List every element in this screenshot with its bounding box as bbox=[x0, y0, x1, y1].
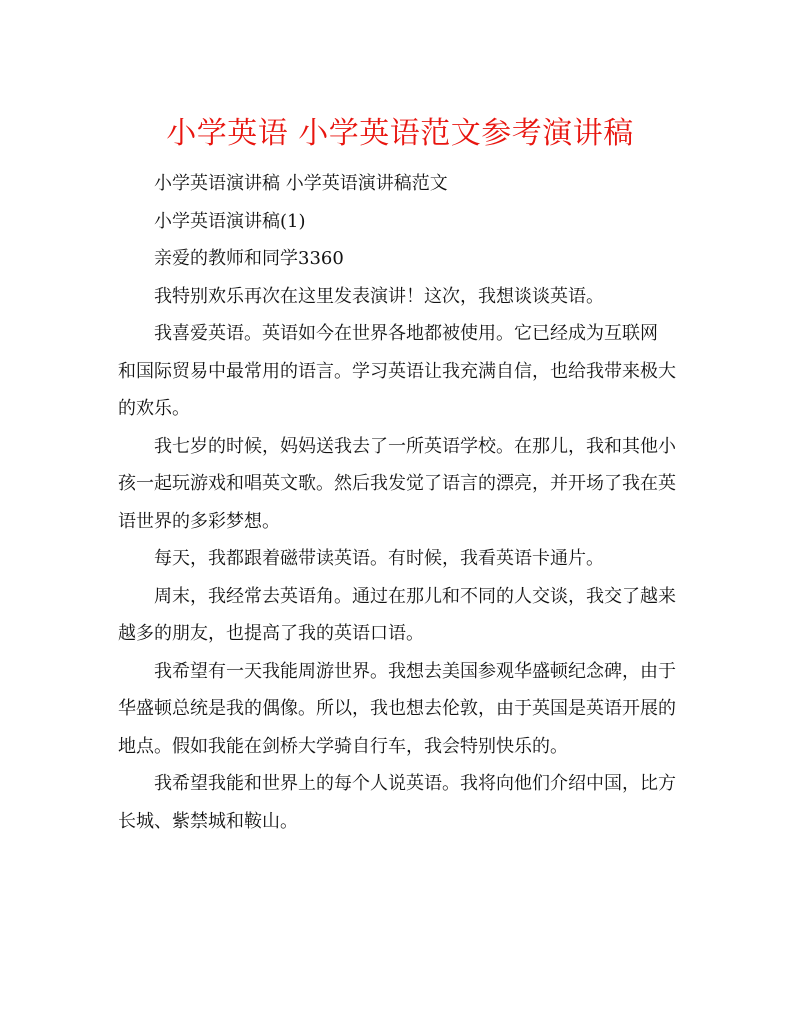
paragraph-line: 我希望有一天我能周游世界。我想去美国参观华盛顿纪念碑，由于 bbox=[154, 660, 676, 682]
document-title: 小学英语 小学英语范文参考演讲稿 bbox=[166, 116, 634, 151]
subtitle-line: 小学英语演讲稿 小学英语演讲稿范文 bbox=[154, 173, 448, 194]
paragraph-continuation: 的欢乐。 bbox=[118, 398, 190, 419]
salutation-line: 亲爱的教师和同学3360 bbox=[154, 248, 344, 269]
paragraph-continuation: 长城、紫禁城和鞍山。 bbox=[118, 810, 298, 832]
paragraph-continuation: 越多的朋友，也提高了我的英语口语。 bbox=[118, 623, 424, 644]
paragraph-continuation: 华盛顿总统是我的偶像。所以，我也想去伦敦，由于英国是英语开展的 bbox=[118, 698, 676, 719]
paragraph-continuation: 语世界的多彩梦想。 bbox=[118, 510, 280, 532]
paragraph-continuation: 孩一起玩游戏和唱英文歌。然后我发觉了语言的漂亮，并开场了我在英 bbox=[118, 473, 676, 494]
paragraph-line: 我喜爱英语。英语如今在世界各地都被使用。它已经成为互联网 bbox=[154, 323, 658, 344]
paragraph-continuation: 和国际贸易中最常用的语言。学习英语让我充满自信，也给我带来极大 bbox=[118, 360, 676, 382]
paragraph-line: 周末，我经常去英语角。通过在那儿和不同的人交谈，我交了越来 bbox=[154, 585, 676, 607]
paragraph-line: 我希望我能和世界上的每个人说英语。我将向他们介绍中国，比方 bbox=[154, 773, 676, 794]
paragraph-line: 我特别欢乐再次在这里发表演讲！这次，我想谈谈英语。 bbox=[154, 285, 604, 307]
speech-heading: 小学英语演讲稿(1) bbox=[154, 210, 306, 232]
paragraph-continuation: 地点。假如我能在剑桥大学骑自行车，我会特别快乐的。 bbox=[118, 735, 568, 757]
paragraph-line: 我七岁的时候，妈妈送我去了一所英语学校。在那儿，我和其他小 bbox=[154, 435, 676, 457]
document-body bbox=[118, 165, 683, 840]
paragraph-line: 每天，我都跟着磁带读英语。有时候，我看英语卡通片。 bbox=[154, 548, 604, 569]
